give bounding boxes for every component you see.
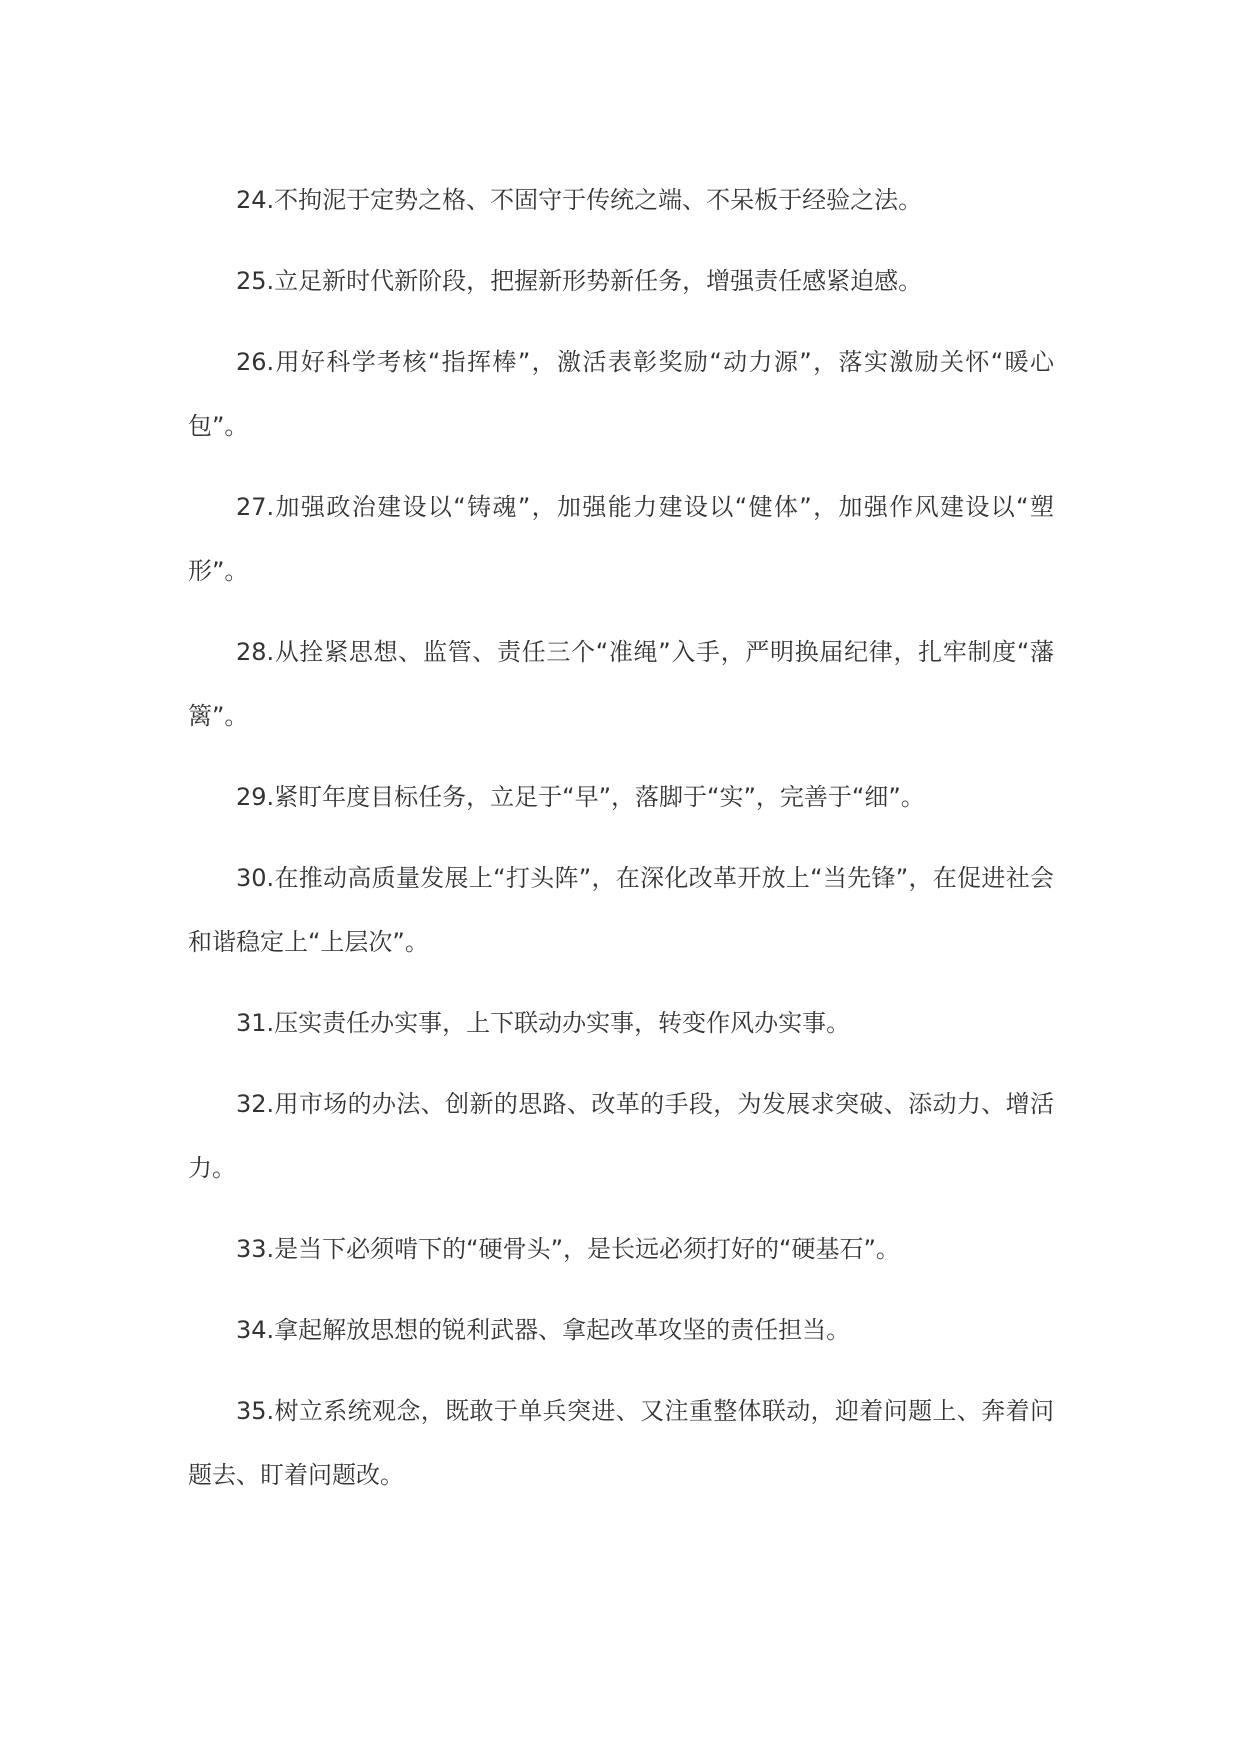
paragraph-31: 31.压实责任办实事，上下联动办实事，转变作风办实事。 bbox=[236, 1009, 851, 1037]
paragraph-34: 34.拿起解放思想的锐利武器、拿起改革攻坚的责任担当。 bbox=[236, 1316, 851, 1344]
paragraph-28: 28.从拴紧思想、监管、责任三个“准绳”入手，严明换届纪律，扎牢制度“藩篱”。 bbox=[188, 638, 1054, 730]
paragraph-35: 35.树立系统观念，既敢于单兵突进、又注重整体联动，迎着问题上、奔着问题去、盯着问题改。 bbox=[188, 1397, 1054, 1489]
paragraph-32: 32.用市场的办法、创新的思路、改革的手段，为发展求突破、添动力、增活力。 bbox=[188, 1090, 1054, 1182]
paragraph-27: 27.加强政治建设以“铸魂”，加强能力建设以“健体”，加强作风建设以“塑形”。 bbox=[188, 493, 1054, 585]
paragraph-26: 26.用好科学考核“指挥棒”，激活表彰奖励“动力源”，落实激励关怀“暖心包”。 bbox=[188, 348, 1054, 440]
paragraph-30: 30.在推动高质量发展上“打头阵”，在深化改革开放上“当先锋”，在促进社会和谐稳定上“上层次”。 bbox=[188, 864, 1054, 956]
paragraph-29: 29.紧盯年度目标任务，立足于“早”，落脚于“实”，完善于“细”。 bbox=[236, 783, 925, 811]
paragraph-25: 25.立足新时代新阶段，把握新形势新任务，增强责任感紧迫感。 bbox=[236, 267, 923, 295]
document-body bbox=[188, 168, 1054, 1524]
paragraph-33: 33.是当下必须啃下的“硬骨头”，是长远必须打好的“硬基石”。 bbox=[236, 1235, 900, 1263]
paragraph-24: 24.不拘泥于定势之格、不固守于传统之端、不呆板于经验之法。 bbox=[236, 186, 923, 214]
